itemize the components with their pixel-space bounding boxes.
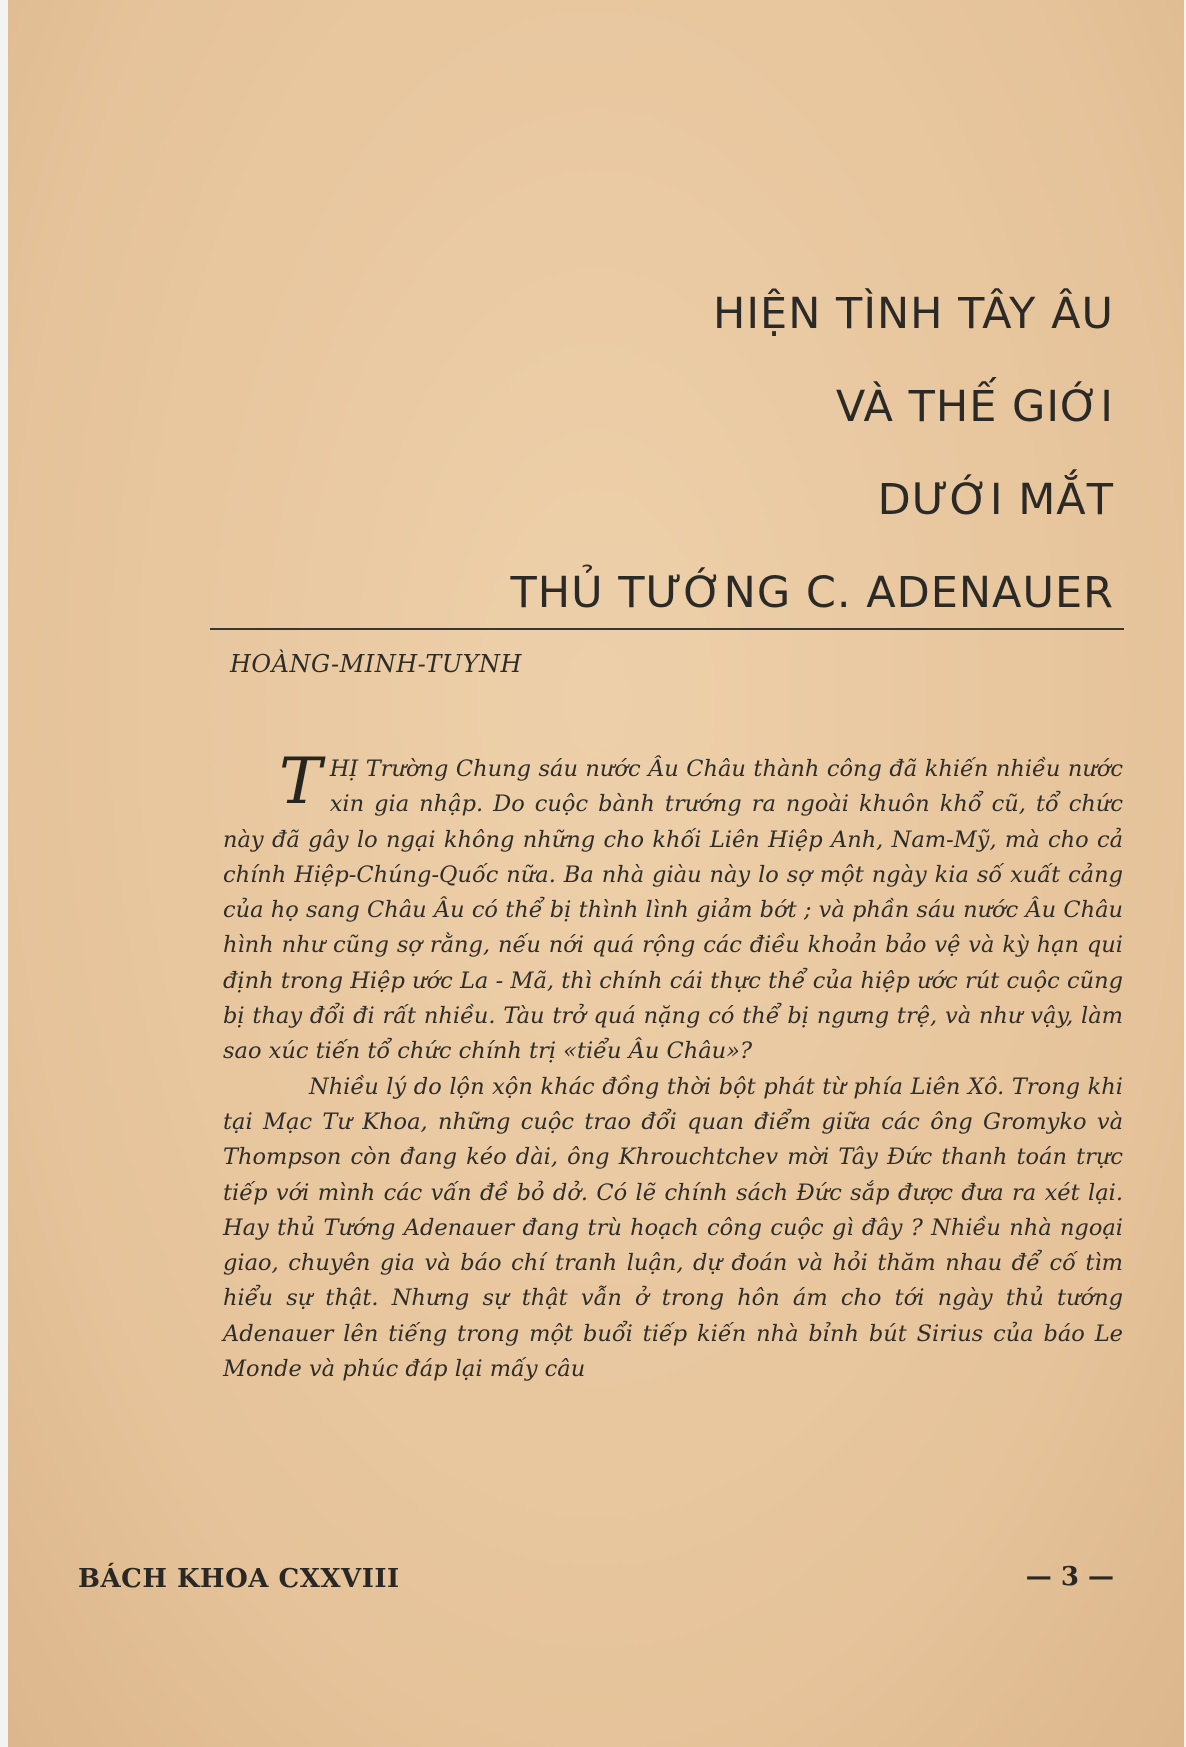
paragraph-2: Nhiều lý do lộn xộn khác đồng thời bột phát từ phía Liên Xô. Trong khi tại Mạc Tư Khoa, những cuộc trao đổi quan điểm giữa các ông Gromyko và Thompson còn đang kéo dài, ông Khrouchtchev mời Tây Đức thanh toán trực tiếp với mình các vấn đề bỏ dở. Có lẽ chính sách Đức sắp được đưa ra xét lại. Hay thủ Tướng Adenauer đang trù hoạch công cuộc gì đây ? Nhiều nhà ngoại giao, chuyên gia và báo chí tranh luận, dự đoán và hỏi thăm nhau để cố tìm hiểu sự thật. Nhưng sự thật vẫn ở trong hôn ám cho tới ngày thủ tướng Adenauer lên tiếng trong một buổi tiếp kiến nhà bỉnh bút Sirius của báo Le Monde và phúc đáp lại mấy câu: [223, 1073, 1123, 1383]
page-number: — 3 —: [1025, 1562, 1114, 1592]
author-byline: HOÀNG-MINH-TUYNH: [230, 650, 522, 678]
publication-name: BÁCH KHOA CXXVIII: [78, 1564, 400, 1594]
title-divider: [210, 628, 1124, 630]
title-line-2: VÀ THẾ GIỚI: [835, 382, 1114, 432]
title-line-3: DƯỚI MẮT: [877, 475, 1114, 525]
title-line-4: THỦ TƯỚNG C. ADENAUER: [510, 568, 1114, 618]
article-title: [511, 268, 1114, 640]
magazine-page: [8, 0, 1184, 1747]
drop-cap: T: [279, 745, 322, 819]
title-line-1: HIỆN TÌNH TÂY ÂU: [713, 289, 1114, 339]
article-body: [223, 745, 1123, 1387]
paragraph-1-text: HỊ Trường Chung sáu nước Âu Châu thành công đã khiến nhiều nước xin gia nhập. Do cuộc bành trướng ra ngoài khuôn khổ cũ, tổ chức này đã gây lo ngại không những cho khối Liên Hiệp Anh, Nam-Mỹ, mà cho cả chính Hiệp-Chúng-Quốc nữa. Ba nhà giàu này lo sợ một ngày kia số xuất cảng của họ sang Châu Âu có thể bị thình lình giảm bớt ; và phần sáu nước Âu Châu hình như cũng sợ rằng, nếu nới quá rộng các điều khoản bảo vệ và kỳ hạn qui định trong Hiệp ước La - Mã, thì chính cái thực thể của hiệp ước rút cuộc cũng bị thay đổi đi rất nhiều. Tàu trở quá nặng có thể bị ngưng trệ, và như vậy, làm sao xúc tiến tổ chức chính trị «tiểu Âu Châu»?: [223, 756, 1123, 1065]
paragraph-1: [223, 745, 1123, 1070]
